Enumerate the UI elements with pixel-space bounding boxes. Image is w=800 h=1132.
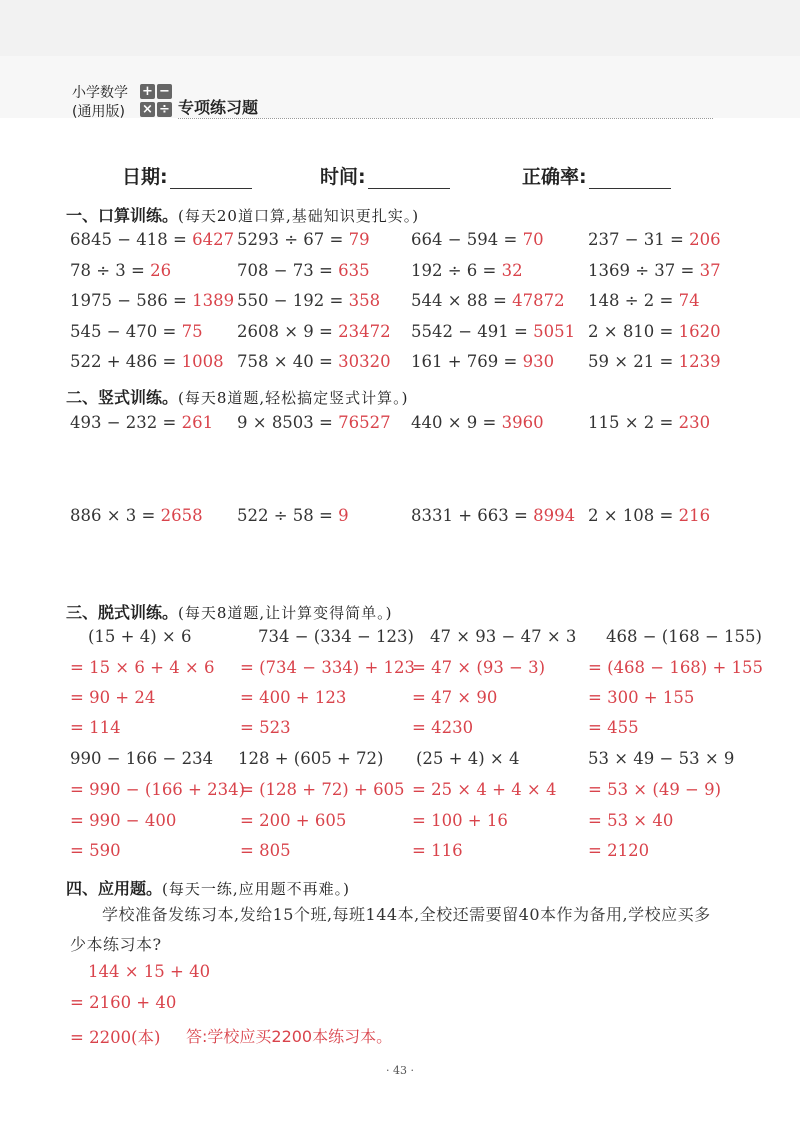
- stepwise-step: = 47 × 90: [412, 688, 498, 707]
- stepwise-step: = 53 × 40: [588, 811, 674, 830]
- oral-item: 237 − 31 = 206: [588, 230, 721, 249]
- stepwise-step: = 114: [70, 718, 121, 737]
- vertical-row: [0, 413, 800, 437]
- oral-item: 550 − 192 = 358: [237, 291, 381, 310]
- oral-item: 1369 ÷ 37 = 37: [588, 261, 721, 280]
- section-vertical-heading: [66, 385, 409, 408]
- section-note: (每天8道题,让计算变得简单。): [178, 604, 393, 622]
- section-stepwise-heading: [66, 600, 393, 623]
- word-problem-step: 144 × 15 + 40: [88, 962, 211, 981]
- oral-item: 78 ÷ 3 = 26: [70, 261, 172, 280]
- oral-row: [0, 291, 800, 315]
- stepwise-step: = 116: [412, 841, 463, 860]
- oral-item: 161 + 769 = 930: [411, 352, 555, 371]
- stepwise-step: = 200 + 605: [240, 811, 347, 830]
- stepwise-step: = 990 − 400: [70, 811, 177, 830]
- stepwise-step: = (468 − 168) + 155: [588, 658, 764, 677]
- oral-item: 664 − 594 = 70: [411, 230, 544, 249]
- oral-item: 708 − 73 = 635: [237, 261, 370, 280]
- header-title: 专项练习题: [178, 98, 259, 117]
- stepwise-step: = 25 × 4 + 4 × 4: [412, 780, 557, 799]
- stepwise-step: = 15 × 6 + 4 × 6: [70, 658, 215, 677]
- section-title: 四、应用题。: [66, 879, 163, 898]
- oral-item: 522 + 486 = 1008: [70, 352, 224, 371]
- stepwise-expression: (25 + 4) × 4: [416, 749, 520, 768]
- section-note: (每天20道口算,基础知识更扎实。): [178, 207, 420, 225]
- vertical-item: 9 × 8503 = 76527: [237, 413, 391, 432]
- oral-item: 2 × 810 = 1620: [588, 322, 721, 341]
- stepwise-step: = 4230: [412, 718, 474, 737]
- page-number: · 43 ·: [386, 1064, 414, 1077]
- operators-logo: [140, 84, 174, 120]
- series-line1: 小学数学: [72, 85, 128, 101]
- vertical-item: 2 × 108 = 216: [588, 506, 711, 525]
- oral-row: [0, 322, 800, 346]
- stepwise-step: = 300 + 155: [588, 688, 695, 707]
- oral-item: 6845 − 418 = 6427: [70, 230, 235, 249]
- plus-icon: +: [140, 84, 155, 99]
- times-icon: ×: [140, 102, 155, 117]
- section-title: 三、脱式训练。: [66, 603, 179, 622]
- stepwise-expression: 990 − 166 − 234: [70, 749, 214, 768]
- stepwise-step: = 805: [240, 841, 291, 860]
- header-divider: [178, 118, 713, 119]
- series-line2: (通用版): [72, 104, 125, 120]
- word-problem-step: = 2160 + 40: [70, 993, 177, 1012]
- stepwise-expression: 468 − (168 − 155): [606, 627, 762, 646]
- stepwise-step: = 400 + 123: [240, 688, 347, 707]
- time-field: [320, 162, 450, 189]
- oral-item: 544 × 88 = 47872: [411, 291, 565, 310]
- accuracy-field: [522, 162, 671, 189]
- divide-icon: ÷: [157, 102, 172, 117]
- oral-row: [0, 352, 800, 376]
- oral-row: [0, 261, 800, 285]
- minus-icon: −: [157, 84, 172, 99]
- oral-item: 5542 − 491 = 5051: [411, 322, 576, 341]
- stepwise-expression: 734 − (334 − 123): [258, 627, 414, 646]
- oral-item: 545 − 470 = 75: [70, 322, 203, 341]
- time-blank[interactable]: [368, 168, 450, 189]
- time-label: 时间:: [320, 166, 366, 188]
- oral-item: 59 × 21 = 1239: [588, 352, 721, 371]
- section-note: (每天一练,应用题不再难。): [162, 880, 350, 898]
- oral-item: 148 ÷ 2 = 74: [588, 291, 700, 310]
- vertical-item: 8331 + 663 = 8994: [411, 506, 576, 525]
- vertical-item: 886 × 3 = 2658: [70, 506, 203, 525]
- vertical-row: [0, 506, 800, 530]
- oral-item: 758 × 40 = 30320: [237, 352, 391, 371]
- stepwise-step: = 455: [588, 718, 639, 737]
- word-problem-step: = 2200(本): [70, 1028, 161, 1047]
- section-word-problem-heading: [66, 876, 350, 899]
- series-label: [72, 84, 128, 122]
- oral-item: 192 ÷ 6 = 32: [411, 261, 523, 280]
- section-note: (每天8道题,轻松搞定竖式计算。): [178, 389, 409, 407]
- accuracy-blank[interactable]: [589, 168, 671, 189]
- date-label: 日期:: [122, 166, 168, 188]
- oral-row: [0, 230, 800, 254]
- stepwise-step: = (734 − 334) + 123: [240, 658, 416, 677]
- stepwise-step: = 47 × (93 − 3): [412, 658, 546, 677]
- word-problem-answer: 答:学校应买2200本练习本。: [186, 1027, 393, 1046]
- oral-item: 2608 × 9 = 23472: [237, 322, 391, 341]
- stepwise-step: = 90 + 24: [70, 688, 156, 707]
- top-gray-band: [0, 0, 800, 56]
- stepwise-expression: 53 × 49 − 53 × 9: [588, 749, 735, 768]
- vertical-item: 440 × 9 = 3960: [411, 413, 544, 432]
- oral-item: 1975 − 586 = 1389: [70, 291, 235, 310]
- vertical-item: 522 ÷ 58 = 9: [237, 506, 349, 525]
- oral-item: 5293 ÷ 67 = 79: [237, 230, 370, 249]
- date-blank[interactable]: [170, 168, 252, 189]
- stepwise-step: = 523: [240, 718, 291, 737]
- section-oral-heading: [66, 203, 419, 226]
- stepwise-expression: (15 + 4) × 6: [88, 627, 192, 646]
- stepwise-expression: 128 + (605 + 72): [238, 749, 384, 768]
- vertical-item: 493 − 232 = 261: [70, 413, 214, 432]
- stepwise-step: = 2120: [588, 841, 650, 860]
- date-field: [122, 162, 252, 189]
- stepwise-step: = 100 + 16: [412, 811, 508, 830]
- accuracy-label: 正确率:: [522, 166, 587, 188]
- vertical-item: 115 × 2 = 230: [588, 413, 711, 432]
- section-title: 二、竖式训练。: [66, 388, 179, 407]
- word-problem-text: 学校准备发练习本,发给15个班,每班144本,全校还需要留40本作为备用,学校应买多少本练习本?: [70, 905, 711, 954]
- section-title: 一、口算训练。: [66, 206, 179, 225]
- stepwise-expression: 47 × 93 − 47 × 3: [430, 627, 577, 646]
- stepwise-step: = 53 × (49 − 9): [588, 780, 722, 799]
- stepwise-step: = 990 − (166 + 234): [70, 780, 246, 799]
- stepwise-step: = (128 + 72) + 605: [240, 780, 405, 799]
- stepwise-step: = 590: [70, 841, 121, 860]
